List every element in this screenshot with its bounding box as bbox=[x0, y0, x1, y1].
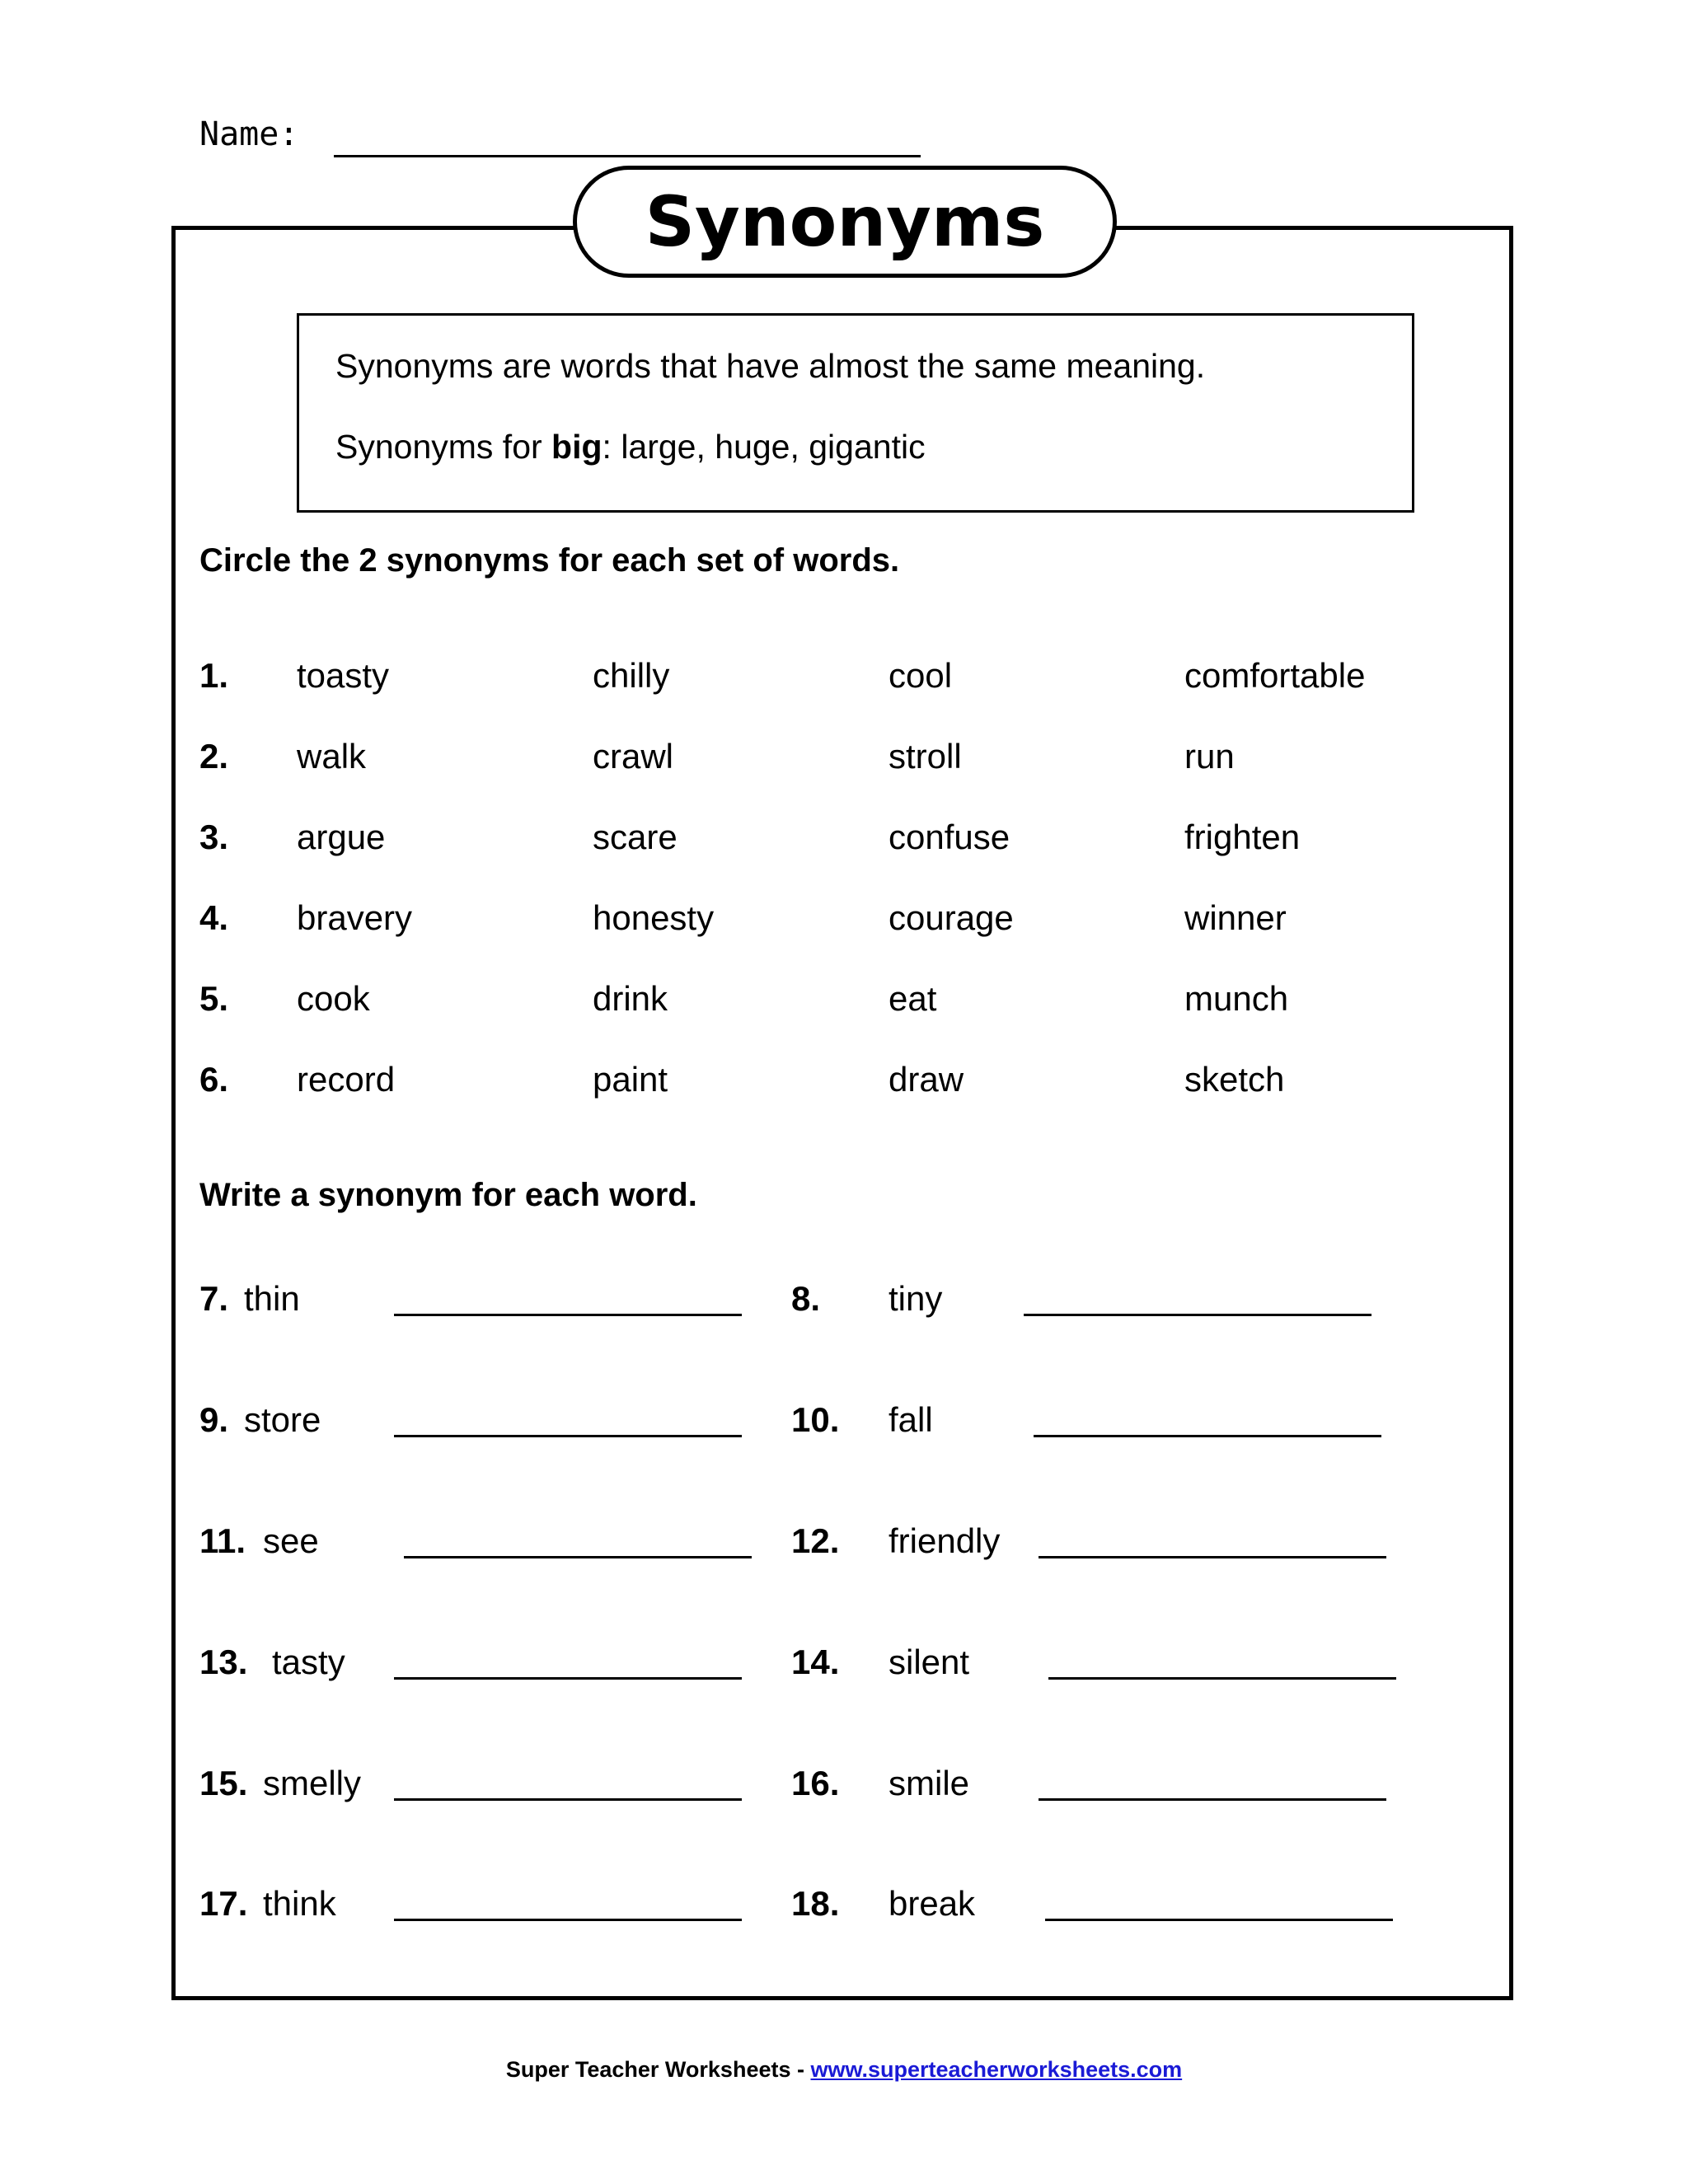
word-option[interactable]: winner bbox=[1184, 898, 1287, 937]
prompt-word: fall bbox=[889, 1400, 933, 1439]
question-number: 11. bbox=[199, 1521, 246, 1560]
answer-line[interactable] bbox=[1048, 1677, 1396, 1680]
question-number: 14. bbox=[791, 1643, 840, 1681]
prompt-word: thin bbox=[244, 1279, 300, 1318]
word-option[interactable]: record bbox=[297, 1060, 396, 1099]
word-option[interactable]: frighten bbox=[1184, 818, 1301, 856]
question-number: 8. bbox=[791, 1279, 821, 1318]
prompt-word: tiny bbox=[889, 1279, 943, 1318]
prompt-word: store bbox=[244, 1400, 321, 1439]
word-option[interactable]: sketch bbox=[1184, 1060, 1285, 1099]
question-number: 5. bbox=[199, 979, 229, 1018]
word-option[interactable]: chilly bbox=[593, 656, 670, 695]
prompt-word: tasty bbox=[272, 1643, 345, 1681]
question-number: 3. bbox=[199, 818, 229, 856]
prompt-word: friendly bbox=[889, 1521, 1001, 1560]
worksheet-title bbox=[573, 166, 1117, 278]
word-option[interactable]: toasty bbox=[297, 656, 390, 695]
answer-line[interactable] bbox=[394, 1798, 742, 1801]
answer-line[interactable] bbox=[404, 1556, 752, 1558]
word-option[interactable]: paint bbox=[593, 1060, 668, 1099]
name-label bbox=[199, 115, 298, 165]
word-option[interactable]: run bbox=[1184, 737, 1235, 776]
worksheet-title-text: Synonyms bbox=[645, 181, 1045, 262]
circle-instruction: Circle the 2 synonyms for each set of words. bbox=[199, 542, 900, 579]
write-instruction: Write a synonym for each word. bbox=[199, 1177, 697, 1213]
word-option[interactable]: draw bbox=[889, 1060, 964, 1099]
footer-credit: Super Teacher Worksheets - bbox=[505, 2057, 811, 2082]
name-label-text: Name: bbox=[199, 115, 299, 153]
answer-line[interactable] bbox=[1034, 1435, 1381, 1437]
word-option[interactable]: honesty bbox=[593, 898, 715, 937]
question-number: 7. bbox=[199, 1279, 229, 1318]
word-option[interactable]: comfortable bbox=[1184, 656, 1366, 695]
answer-line[interactable] bbox=[394, 1314, 742, 1316]
example-word: big bbox=[551, 428, 603, 466]
question-number: 10. bbox=[791, 1400, 840, 1439]
prompt-word: break bbox=[889, 1884, 976, 1923]
word-option[interactable]: eat bbox=[889, 979, 937, 1018]
word-option[interactable]: scare bbox=[593, 818, 678, 856]
example-text bbox=[335, 428, 926, 466]
footer bbox=[0, 2057, 1688, 2083]
answer-line[interactable] bbox=[1024, 1314, 1372, 1316]
question-number: 16. bbox=[791, 1764, 840, 1802]
question-number: 9. bbox=[199, 1400, 229, 1439]
prompt-word: smelly bbox=[263, 1764, 362, 1802]
prompt-word: think bbox=[263, 1884, 336, 1923]
question-number: 13. bbox=[199, 1643, 248, 1681]
answer-line[interactable] bbox=[394, 1677, 742, 1680]
word-option[interactable]: stroll bbox=[889, 737, 962, 776]
question-number: 15. bbox=[199, 1764, 248, 1802]
question-number: 2. bbox=[199, 737, 229, 776]
question-number: 18. bbox=[791, 1884, 840, 1923]
footer-link[interactable]: www.superteacherworksheets.com bbox=[810, 2057, 1183, 2082]
word-option[interactable]: courage bbox=[889, 898, 1014, 937]
word-option[interactable]: munch bbox=[1184, 979, 1289, 1018]
answer-line[interactable] bbox=[394, 1435, 742, 1437]
question-number: 17. bbox=[199, 1884, 248, 1923]
answer-line[interactable] bbox=[394, 1919, 742, 1921]
word-option[interactable]: walk bbox=[297, 737, 367, 776]
definition-text: Synonyms are words that have almost the same meaning. bbox=[335, 347, 1206, 385]
definition-box bbox=[297, 313, 1414, 513]
word-option[interactable]: cook bbox=[297, 979, 370, 1018]
word-option[interactable]: argue bbox=[297, 818, 386, 856]
word-option[interactable]: cool bbox=[889, 656, 953, 695]
question-number: 4. bbox=[199, 898, 229, 937]
name-blank-line[interactable] bbox=[334, 155, 921, 157]
prompt-word: see bbox=[263, 1521, 319, 1560]
prompt-word: smile bbox=[889, 1764, 970, 1802]
question-number: 12. bbox=[791, 1521, 840, 1560]
example-synonyms: : large, huge, gigantic bbox=[602, 428, 926, 466]
answer-line[interactable] bbox=[1039, 1556, 1386, 1558]
question-number: 6. bbox=[199, 1060, 229, 1099]
example-prefix: Synonyms for bbox=[335, 428, 552, 466]
prompt-word: silent bbox=[889, 1643, 970, 1681]
question-number: 1. bbox=[199, 656, 229, 695]
word-option[interactable]: drink bbox=[593, 979, 668, 1018]
word-option[interactable]: confuse bbox=[889, 818, 1010, 856]
answer-line[interactable] bbox=[1039, 1798, 1386, 1801]
answer-line[interactable] bbox=[1045, 1919, 1393, 1921]
word-option[interactable]: crawl bbox=[593, 737, 674, 776]
word-option[interactable]: bravery bbox=[297, 898, 413, 937]
